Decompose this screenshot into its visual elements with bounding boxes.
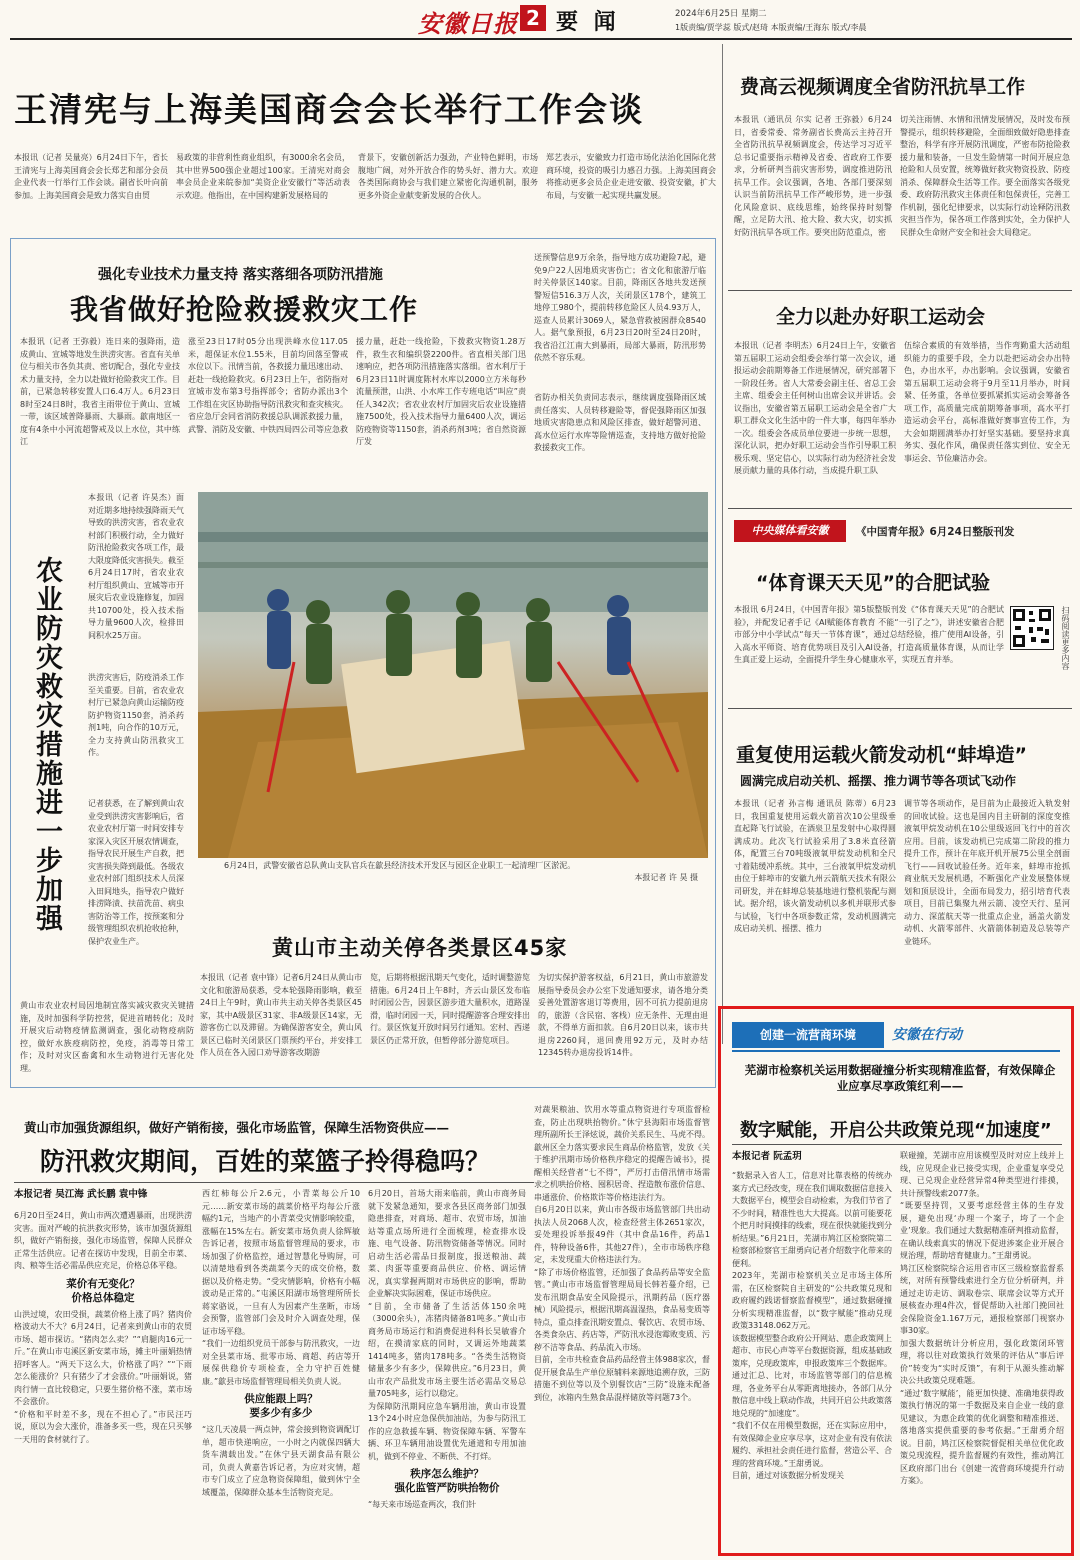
article-6-p5: “我们一边组织党员干部参与防汛救灾，一边对全县菜市场、批零市场、商超、药店等开展保供稳价专项检查，全力守护百姓健康。”歙县市场监督管理局相关负责人说。 xyxy=(202,1339,360,1386)
headline-workers-games: 全力以赴办好职工运动会 xyxy=(776,306,986,328)
article-6-kicker: 黄山市加强货源组织，做好产销衔接，强化市场监管，保障生活物资供应—— xyxy=(24,1120,450,1135)
article-3-col-2: 涨至23日17时05分出现洪峰水位117.05米，超保证水位1.55米，目前均回落至警戒水位以下。汛情当前，各救援力量迅速出动、赶赴一线抢险救灾。6月23日上午，省防指对宣城市发布第3号指挥部令；省防办派出3个工作组在灾区协助指导防汛救灾和查灾核灾。省应急厅会同省消防救援总队调派救援力量，武警、消防及安徽、中铁四局四公司等应急救 xyxy=(188,337,348,434)
headline-huangshan-scenic: 黄山市主动关停各类景区45家 xyxy=(272,936,568,960)
article-4-col-1: 本报讯（记者 许昊杰）面对近期多地持续强降雨天气导致的洪涝灾害，省农业农村部门积极行动，全力做好防汛抢险救灾各项工作，最大限度降低灾害损失。截至6月24日17时，省农业农村厅组织黄山、宣城等市开展灾后农业设施修复，加固共10700处，投入技术指导力量9600人次，检排田间积水25万亩。 xyxy=(88,493,184,640)
article-10-p3: 该数据模型整合政府公开网站、惠企政策网上超市、市民心声等平台数据资源，组成基础政策库，兑现政策库，申报政策库三个数据库。通过汇总、比对，市场监管等部门的信息梳理，各业务平台从零距离地接办，各部门从分散信息中线上联动作战，共同开启公共政策落地兑现的“加速度”。 xyxy=(732,1333,892,1418)
headline-pe-class: “体育课天天见”的合肥试验 xyxy=(756,572,990,594)
central-media-source: 《中国青年报》6月24日整版刊发 xyxy=(856,526,1015,538)
article-2-col-1: 本报讯（通讯员 尔实 记者 王弥毅）6月24日，省委常委、常务副省长费高云主持召开全省防汛抗旱视频调度会，传达学习习近平总书记重要指示精神及省委、省政府工作要求，分析研判当前灾害形势，调度推进防汛抗旱工作。会议强调，各地、各部门要深刻认识当前防汛抗旱工作严峻形势，进一步强化风险意识、底线思维，始终保持时刻警醒，立足防大汛、抢大险、救大灾，切实抓好防汛抗旱各项工作。要突出防范重点，密 xyxy=(734,115,892,237)
headline-fei-gaoyun: 费高云视频调度全省防汛抗旱工作 xyxy=(740,76,1026,98)
article-6-col-4 xyxy=(534,1104,710,1548)
article-7-bottom-rule xyxy=(728,508,1072,509)
flood-cleanup-photo xyxy=(198,492,708,858)
headline-rocket-engine: 重复使用运载火箭发动机“蚌埠造” xyxy=(736,744,1027,766)
column-divider-right xyxy=(722,44,723,1044)
article-6-p13: 自6月20日以来，黄山市各级市场监管部门共出动执法人员2068人次，检查经营主体2651家次，妥处理投诉举报49件（其中食品16件，药品1件，特种设备6件，其他27件），全市市场秩序稳定，未发现重大价格违法行为。 xyxy=(534,1205,710,1264)
masthead-rule xyxy=(10,38,1072,40)
rocket-engine-subtitle: 圆满完成启动关机、摇摆、推力调节等各项试飞动作 xyxy=(740,774,1017,788)
article-3-col-5: 省防办相关负责同志表示，继续调度强降雨区域责任落实、人员转移避险等，督促强降雨区加强地质灾害隐患点和风险区排查，做好超警河道、高水位运行水库等险情巡查，支持地方做好抢险救援救灾工作。 xyxy=(534,393,706,452)
article-3-col-4: 送预警信息9万余条，指导地方成功避险7起，避免9户22人因地质灾害伤亡；省文化和旅游厅临时关停景区140家。目前，降雨区各地共发送预警短信516.3万人次，关闭景区178个，建筑工地停工980个，提前转移危险区人员4.93万人，巡查人员累计3069人，紧急营救被困群众8540人。据气象预报，6月23日20时至24日20时，我省沿江江南大到暴雨，局部大暴雨，防汛形势依然不容乐观。 xyxy=(534,253,706,362)
article-9-col-2: 调节等各项动作，是目前为止最接近入轨发射的回收试验。这也是国内目主研制的深度变推液氧甲烷发动机在10公里级返回飞行中的首次应用。目前，该发动机已完成第二阶段的推力提升工作，预计在年底开机开展75公里全剖面飞行——回收试验任务。近年来，蚌埠市抢抓商业航天发展机遇，不断强化产业发展整体规划和顶层设计，全面布局发力，招引培育代表项目，目前已集聚九州云箭、凌空天行、星河动力、深蓝航天等一批重点企业，涵盖火箭发动机、火箭零部件、火箭箭体制造及总装等产业链环。 xyxy=(904,799,1070,946)
qr-code-label: 扫码阅读更多内容 xyxy=(1061,606,1070,670)
article-1-col-1: 本报讯（记者 吴量亮）6月24日下午，省长王清宪与上海美国商会会长郑艺和部分会员企业代表一行举行工作会谈。副省长叶向前参加。上海美国商会是致力落实自由贸 xyxy=(14,153,168,200)
article-6-col-1 xyxy=(14,1188,192,1548)
business-env-banner-line xyxy=(732,1050,1060,1052)
article-6-p14: “除了市场价格监管，还加强了食品药品等安全监管。”黄山市市场监督管理局局长韩若蔓介绍，已发布汛期食品安全风险提示，汛期药品（医疗器械）风险提示，根据汛期高温湿热，食品易变质等特点，重点排查汛期安置点、餐饮店、农贸市场、各类食杂店、药店等，严防汛水浸泡霉败变质、污秽不洁等食品、药品流入市场。 xyxy=(534,1267,710,1352)
subhead-1a: 菜价有无变化？ xyxy=(66,1277,140,1290)
article-1-col-3: 背景下，安徽创新活力强劲，产业特色鲜明，市场腹地广阔，对外开放合作的势头好、潜力大。欢迎各类国际商协会与我们建立紧密化沟通机制，服务更多外资企业献变新发展的合伙人。 xyxy=(358,153,538,200)
article-10-p7: “既要坚持罚，又要考虑经营主体的生存发展，避免出现‘办理一个案子，垮了一个企业’现象。我们通过大数据精准研判推动监督，在确认线索真实的情况下促进涉案企业开展合规治理，帮助培育健康力。”王甜勇说。 xyxy=(900,1201,1064,1260)
qr-code[interactable] xyxy=(1010,606,1054,650)
newspaper-logo: 安徽日报 xyxy=(418,9,518,38)
qr-code-icon xyxy=(1011,607,1053,649)
article-10-p10: “通过‘数字赋能’，能更加快捷、准确地获得政策执行情况的第一手数据及来自企业一线的意见建议，为惠企政策的优化调整和精准推送、落地落实提供重要的参考依据。”王甜勇介绍说。目前，鸠江区检察院督促相关单位优化政策兑现流程，提升监督履约有效性，推动鸠江区政府部门出台《创建一流营商环境提升行动方案》。 xyxy=(900,1388,1064,1485)
article-8-bottom-rule xyxy=(728,708,1072,709)
article-10-col-2 xyxy=(900,1150,1064,1550)
article-10-kicker: 芜湖市检察机关运用数据碰撞分析实现精准监督，有效保障企业应享尽享政策红利—— xyxy=(744,1063,1056,1093)
subhead-3b: 强化监管严防哄抬物价 xyxy=(394,1482,500,1494)
article-7-col-1: 本报讯（记者 李明杰）6月24日上午，安徽省第五届职工运动会组委会举行第一次会议，通报运动会前期筹备工作进展情况，研究部署下一阶段任务。省人大常委会副主任、省总工会主席、组委会主任何树山出席会议并讲话。会议指出，安徽省第五届职工运动会是全省广大职工群众文化生活中的一件大事，每四年举办一次。组委会各成员单位要进一步统一思想，深化认识，把办好职工运动会当作引导职工积极乐观、坚定信心，以实际行动为经济社会发展贡献力量的具体行动，当成提升职工队 xyxy=(734,341,896,475)
article-6-col-2 xyxy=(202,1188,360,1548)
article-4-col-4: 黄山市农业农村局因地制宜落实减灾救灾关键措施，及时加强科学防控营，促进首晴转化；及时开展灾后动物疫情监测调查，强化动物疫病防控，做好水族疫病防控，免疫，消毒等日常工作；及时对灾区畜禽和水生动物进行无害化处理。 xyxy=(20,1001,194,1073)
article-10-p2: 2023年，芜湖市检察机关立足市场主体所需，在区检察院自主研发的“公共政策兑现和政府履约践诺督察监督模型”，通过数据碰撞分析实现精准监督，以“数字赋能”推动兑现政策33148.062万元。 xyxy=(732,1271,892,1330)
article-6-p7: 6月20日，首场大雨来临前，黄山市商务局就下发紧急通知，要求各县区商务部门加强隐患排查，对商场、超市、农贸市场，加油站等重点场所进行全面梳理，检查排水设施、电气设备、防汛物资储备等情况。同时启动生活必需品日报制度，报送粮油、蔬菜、肉蛋等重要商品供应、价格、调运情况，真实掌握两期对市场供应的影响，帮助企业解决实际困难，保证市场供应。 xyxy=(368,1189,526,1298)
article-1-col-4: 郑艺表示，安徽致力打造市场化法治化国际化营商环境，投资的吸引力感召力强。上海美国商会将推动更多会员企业走进安徽、投资安徽，扩大布局，与安徽一起实现共赢发展。 xyxy=(546,153,716,200)
section-name: 要 闻 xyxy=(556,10,620,35)
headline-agri-vertical: 农业防灾救灾措施进一步加强 xyxy=(31,556,62,933)
article-8-body: 本报讯 6月24日，《中国青年报》第5版整版刊发《“体育课天天见”的合肥试验》，并配发记者手记《AI赋能体育教育 不能“一引了之”》，讲述安徽省合肥市部分中小学试点“每天一节体育课”，通过总结经验，推广使用AI设备，引入高水平师资、培育优势项目及引入AI设备，打造高质量体育课，从而让学生真正爱上运动，全面提升学生身心健康水平，实现五育并举。 xyxy=(734,605,1004,664)
article-6-p6: “这几天凌晨一两点钟，常会接到物资调配订单，超市快递响应，一小时之内就保四辆大货车满载出发。”在休宁县天湖食品有限公司，负责人黄嘉告诉记者，为应对灾情，超市专门成立了应急物资保障组，做到休宁全域覆盖，保障群众基本生活物资充足。 xyxy=(202,1425,360,1497)
subhead-3a: 秩序怎么维护？ xyxy=(410,1468,484,1480)
business-env-banner-left: 创建一流营商环境 xyxy=(732,1022,884,1048)
headline-rescue-work: 我省做好抢险救援救灾工作 xyxy=(70,293,419,326)
subhead-2a: 供应能跟上吗？ xyxy=(244,1393,318,1405)
photo-credit: 本报记者 许 昊 摄 xyxy=(634,873,698,882)
article-10-p5: 目前，通过对该数据分析发现关 xyxy=(732,1471,844,1480)
article-1-col-2: 易政策的非营利性商业组织，有3000余名会员，其中世界500强企业超过100家。王清宪对商会率会员企业来皖参加“美资企业安徽行”等活动表示欢迎。他指出，在中国构建新发展格局的 xyxy=(176,153,350,200)
article-10-p9: 加强大数据统计分析应用，强化政策闭环管理，将以往对政策执行效果的评估从“事后评价”转变为“实时反馈”，有利于从源头推动解决公共政策兑现难题。 xyxy=(900,1338,1064,1385)
article-10-p6: 联碰撞，芜湖市应用该模型及时对应上线并上线，应见现企业已接受实现，企业重复享受兑现、已兑现企业经营异常4种类型进行排摸，共计预警线索2077条。 xyxy=(900,1151,1064,1198)
page-number: 2 xyxy=(520,5,546,31)
article-6-p1: 6月20日至24日，黄山市两次遭遇暴雨，出现洪涝灾害。面对严峻的抗洪救灾形势，该市加强货源组织，做好产销衔接，强化市场监管，保障人民群众正常生活供应。记者在探访中发现，目前全市菜、肉、粮等生活必需品供应充足，价格总体平稳。 xyxy=(14,1211,192,1270)
issue-date: 2024年6月25日 星期二 xyxy=(675,9,767,19)
masthead xyxy=(0,0,1080,40)
headline-digital-policy: 数字赋能，开启公共政策兑现“加速度” xyxy=(740,1120,1052,1141)
subhead-2b: 要多少有多少 xyxy=(249,1407,313,1419)
article-6-byline: 本报记者 吴江海 武长鹏 袁中锋 xyxy=(14,1189,148,1200)
article-3-col-3: 援力量，赶赴一线抢险，下拨救灾物资1.28万件，救生衣和编织袋2200件。省直相关部门迅速响应，把各项防汛措施落实落细。省水利厅于6月23日11时调度陈村水库以2000立方米每秒流量预泄，山洪、小水库工作专班电话“叫应”责任人342次；省农业农村厅加固灾后农业设施措施7500处，投入技术指导力量6400人次，调运防疫物资等1150套，消杀药剂3吨；省自然资源厅发 xyxy=(356,337,526,446)
article-5-col-2: 览，后期将根据汛期天气变化，适时调整游览措施。6月24日上午8时，齐云山景区发布临时闭园公告，因景区游步道大量积水，道路湿滑，临时闭园一天，同时提醒游客合理安排出行。景区恢复开放时间另行通知。宏村、西递景区仍正常开放，但暂停部分游览项目。 xyxy=(370,973,530,1045)
article-2-col-2: 切关注雨情、水情和汛情发展情况，及时发布预警提示，组织转移避险，全面细致做好隐患排查整治，科学有序开展防汛调度，严密布防抢险救援力量和装备，一旦发生险情第一时间开展应急抢险和人员安置，统筹做好救灾物资投放、防疫消杀、保障群众生活等工作。要全面落实各级党委、政府防汛救灾主体责任和包保责任，完善工作机制，强化纪律要求，以实际行动诠释防汛救灾担当作为，保各项工作落到实处，全力保护人民群众生命财产安全和社会大局稳定。 xyxy=(900,115,1070,237)
article-6-p12: 歙州区全力落实要求民生商品价格监管，发放《关于维护汛期市场价格秩序稳定的提醒告诫书》，提醒相关经营者“七不得”，严厉打击借汛情市场需求之机哄抬价格、囤积居奇、捏造散布涨价信息、串通涨价、价格欺诈等价格违法行为。 xyxy=(534,1142,710,1202)
article-6-p8: “目前，全市储备了生活活体150余吨（3000余头），冻猪肉储备81吨多。”黄山市商务局市场运行和消费促进科科长吴敏睿介绍，在摸清家底的同时，又调运外地蔬菜1414吨多，猪肉178吨多。“各类生活物资储量多少有多少，保障供应。”6月23日，黄山市农产品批发市场主要生活必需品交易总量705吨多，运行以稳定。 xyxy=(368,1301,526,1398)
article-2-bottom-rule xyxy=(728,290,1072,291)
headline-vegetable-basket: 防汛救灾期间，百姓的菜篮子拎得稳吗？ xyxy=(40,1147,491,1176)
central-media-banner xyxy=(734,520,846,542)
editor-credits: 1版责编/贾学蕊 版式/赵琦 本版责编/王海东 版式/李晨 xyxy=(675,23,867,32)
article-10-p4: “我们不仅在用模型数据，还在实际应用中，有效保障企业应享尽享，这对企业有没有依法履约、承担社会责任进行监督，营造公平、合理的营商环境。”王甜勇说。 xyxy=(732,1421,892,1468)
article-3-col-1: 本报讯（记者 王弥毅）连日来的强降雨，造成黄山、宣城等地发生洪涝灾害。省直有关单位与相关市各负其责、密切配合，强化专业技术力量支持，全力以赴做好抢险救灾工作。目前，已紧急转移安置人口6.4万人。6月23日8时至24日8时，我省主雨带位于黄山、宣城一带，该区域普降暴雨、大暴雨。歙南地区一度有4条中小河流超警戒及以上水位，其中练江 xyxy=(20,337,180,446)
article-10-p8: 鸠江区检察院综合运用省市区三级检察监督系统，对所有预警线索进行全方位分析研判，并通过走访走访、调取卷宗、联席会议等方式开展核查办理4件次，督促帮助入社部门挽回社会保险资金1.167万元，通报检察部门视察办事30家。 xyxy=(900,1263,1064,1335)
subhead-1b: 价格总体稳定 xyxy=(71,1291,135,1304)
article-4-col-2: 洪涝灾害后，防疫消杀工作至关重要。目前，省农业农村厅已紧急向黄山运输防疫防护物资1150套，消杀药剂1吨，向合作的10万元，全力支持黄山防汛救灾工作。 xyxy=(88,673,184,757)
article-6-col-3 xyxy=(368,1188,526,1548)
photo-caption xyxy=(224,860,704,884)
photo-illustration xyxy=(198,492,708,858)
article-9-col-1: 本报讯（记者 孙言梅 通讯员 陈蒂）6月23日，我国重复使用运载火箭首次10公里级垂直起降飞行试验，在酒泉卫星发射中心取得圆满成功。此次飞行试验采用了3.8米直径箭体，配置三台70吨级液氧甲烷发动机和全尺寸着陆缓冲系统。其中，三台液氧甲烷发动机由位于蚌埠市的安徽九州云箭航天技术有限公司研发，并在蚌埠总装基地进行整机装配与测试。据介绍，该火箭发动机以多机并联形式参与试验，飞行中各项参数正常，发动机圆满完成启动关机、摇摆、推力 xyxy=(734,799,896,933)
article-5-col-1: 本报讯（记者 袁中锋）记者6月24日从黄山市文化和旅游局获悉，受本轮强降雨影响，截至24日上午9时，黄山市共主动关停各类景区45家，其中A级景区31家、非A级景区14家，无游客伤亡以及滞留。为确保游客安全，黄山风景区已临时关闭景区门票预约平台，并安排工作人员在各入园口劝导游客改期游 xyxy=(200,973,362,1057)
headline-wang-qingxian: 王清宪与上海美国商会会长举行工作会谈 xyxy=(14,90,644,129)
article-10-byline: 本报记者 阮孟玥 xyxy=(732,1151,802,1162)
central-media-banner-text: 中央媒体看安徽 xyxy=(751,524,829,537)
article-7-col-2: 伍综合素质的有效举措，当作弯勤重大活动组织能力的重要手段，全力以赴把运动会办出特色，办出水平，办出影响。会议强调，安徽省第五届职工运动会将于9月至11月举办，时间紧、任务重，各单位要抓紧抓实运动会筹备各项工作，高质量完成前期筹备事项，高水平打造运动会平台，高标准做好赛事宣传工作，为大会如期圆满举办打好坚实基础。要坚持求真务实、强化作风，确保责任落实到位、安全无事运会、节俭廉洁办会。 xyxy=(904,341,1070,463)
article-6-p15: 目前，全市共检查食品药品经营主体988家次，督促开展食品生产单位原辅料来源地追溯存放，三防措施不到位等以及个别餐饮店“三防”设施未配备到位，冰箱内生熟食品混样储放等问题73个。 xyxy=(534,1355,710,1402)
article-6-p9: 为保障防汛期间应急车辆用油，黄山市设置13个24小时应急保供加油站，为参与防汛工作的应急救援车辆、物资保障车辆、军警车辆、环卫车辆用油设置优先通道和专用加油机，做到不停业、不断供、不打烊。 xyxy=(368,1401,526,1461)
article-6-p4: 西红柿每公斤2.6元，小青菜每公斤10元……新安菜市场的蔬菜价格平均每公斤涨幅约1元，当地产的小青菜受灾情影响较重，涨幅在15%左右。新安菜市场负责人徐辉敏告诉记者，按照市场监督管理局的要求，市场加强了价格监控，通过智慧化导购屏，可以清楚地看到各类蔬菜今天的成交价格，数据以及价格走势。“受灾情影响，价格有小幅波动是正常的。”屯溪区阳湖市场管理所所长蒋家骆说，一旦有人为因素产生垄断，市场会预警，监管部门会及时介入调查处理，保证市场平稳。 xyxy=(202,1189,360,1336)
article-10-rule xyxy=(732,1144,1062,1145)
business-env-banner xyxy=(732,1022,1060,1048)
article-6-p3: “价格和平时差不多，现在不担心了。”市民汪巧说，原以为会大涨价，准备多买一些，现在只买够一天用的食材就行了。 xyxy=(14,1409,192,1444)
article-6-p10: “每天来市场巡查两次，我们针 xyxy=(368,1500,477,1509)
photo-caption-text: 6月24日，武警安徽省总队黄山支队官兵在歙县经济技术开发区与园区企业职工一起清理厂区淤泥。 xyxy=(224,861,576,870)
article-10-col-1 xyxy=(732,1150,892,1550)
article-4-col-3: 记者获悉，在了解到黄山农业受到洪涝灾害影响后，省农业农村厅第一时间安排专家深入灾区开展农情调查，指导农民开展生产自救，把灾害损失降到最低。各级农业农村部门组织技术人员深入田间地头，指导农户做好排涝降渍、扶苗洗苗、病虫害防治等工作，按预案和分级管理组织农机抢收抢种，保护农业生产。 xyxy=(88,799,184,946)
article-3-kicker: 强化专业技术力量支持 落实落细各项防汛措施 xyxy=(98,267,383,283)
article-6-p11: 对蔬果粮油、饮用水等重点物资进行专项监督检查，防止出现哄抬物价。”休宁县海阳市场监督管理所副所长王泽炫说，蔬价关系民生、马虎不得。 xyxy=(534,1105,710,1139)
article-10-p1: “数据录入省人工，信息对比靠表格的传统办案方式已经改变，现在我们调取数据信息接入大数据平台，模型会自动检索，为我们节省了不少时间，精准性也大大提高。以前可能要花个把月时间摸排的线索，现在很快就能找到分析结果。”6月21日，芜湖市鸠江区检察院第二检察部检察官王甜勇向记者介绍数字化带来的便利。 xyxy=(732,1171,892,1268)
article-6-p2: 山洪过境，农田受损，蔬菜价格上涨了吗？猪肉价格波动大不大？6月24日，记者来到黄山市的农贸市场、超市探访。“猪肉怎么卖？”“肩腿肉16元一斤。”在黄山市屯溪区新安菜市场，摊主叶丽娟热情招呼客人。“两天下这么大，价格涨了吗？”“下雨怎么能涨价？只有猪少了才会涨价。”叶丽娟说，猪肉行情一直比较稳定，只要生猪价格不涨，菜市场不会涨价。 xyxy=(14,1309,192,1406)
article-5-col-3: 为切实保护游客权益，6月21日，黄山市旅游发展指导委员会办公室下发通知要求，请各地分类妥善处置游客退订等费用，因不可抗力提前退房的，旅游（含民宿、客栈）应无条件、无理由退款，不得单方面扣款。自6月20日以来，该市共退房2260间，退回费用92万元，及时办结12345转办退房投诉14件。 xyxy=(538,973,708,1057)
business-env-banner-right: 安徽在行动 xyxy=(892,1027,962,1043)
article-6-rule xyxy=(14,1182,534,1183)
